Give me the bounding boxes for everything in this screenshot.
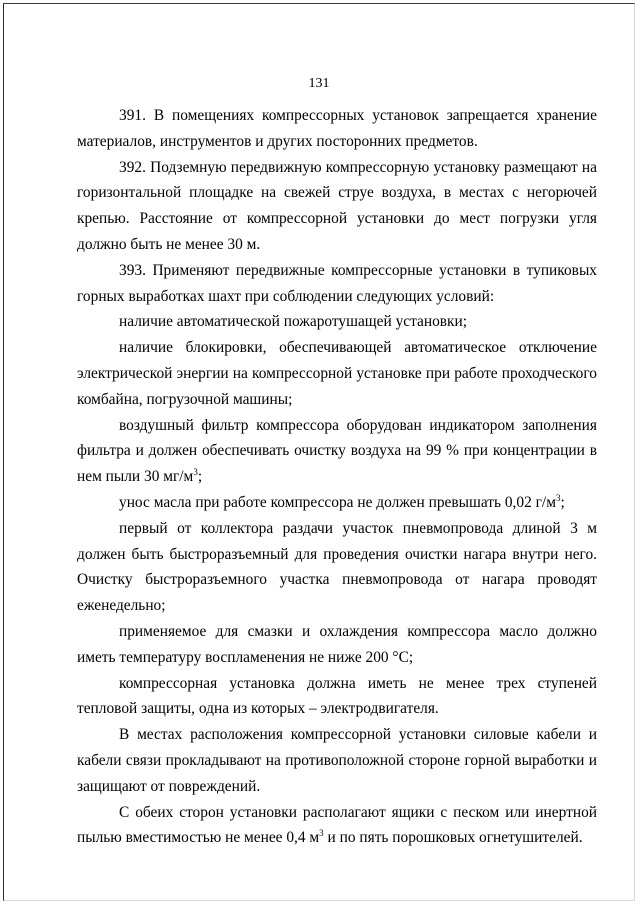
paragraph-sand-boxes — [77, 800, 597, 852]
condition-air-filter — [77, 413, 597, 490]
condition-thermal-protection: компрессорная установка должна иметь не менее трех ступеней тепловой защиты, одна из которых – электродвигателя. — [77, 674, 597, 718]
paragraph-cables: В местах расположения компрессорной установки силовые кабели и кабели связи прокладывают на противоположной стороне горной выработки и защищают от повреждений. — [77, 726, 597, 795]
condition-pipeline-section: первый от коллектора раздачи участок пневмопровода длиной 3 м должен быть быстроразъемный для проведения очистки нагара внутри него. Очистку быстроразъемного участка пневмопровода от нагара проводят еженедельно; — [77, 519, 597, 615]
page-number: 131 — [308, 76, 330, 91]
condition-oil-carryover — [77, 490, 597, 516]
superscript: 3 — [555, 492, 561, 503]
paragraph-392: 392. Подземную передвижную компрессорную установку размещают на горизонтальной площадке на свежей струе воздуха, в местах с негорючей крепью. Расстояние от компрессорной установки до мест погрузки угля должно быть не менее 30 м. — [77, 158, 597, 253]
condition-oil-flash-point: применяемое для смазки и охлаждения компрессора масло должно иметь температуру воспламенения не ниже 200 °С; — [77, 622, 597, 666]
paragraph-text: унос масла при работе компрессора не должен превышать 0,02 г/м — [119, 493, 556, 511]
paragraph-text: С обеих сторон установки располагают ящики с песком или инертной пылью вместимостью не менее 0,4 м — [77, 803, 597, 847]
paragraph-391: 391. В помещениях компрессорных установок запрещается хранение материалов, инструментов и других посторонних предметов. — [77, 107, 597, 150]
condition-blocking: наличие блокировки, обеспечивающей автоматическое отключение электрической энергии на компрессорной установке при работе проходческого комбайна, погрузочной машины; — [77, 339, 597, 408]
paragraph-text-tail: и по пять порошковых огнетушителей. — [323, 829, 583, 847]
superscript: 3 — [193, 467, 198, 478]
superscript: 3 — [319, 828, 324, 839]
document-body — [77, 103, 597, 851]
paragraph-text: воздушный фильтр компрессора оборудован индикатором заполнения фильтра и должен обеспечивать очистку воздуха на 99 % при концентрации в нем пыли 30 мг/м — [77, 416, 597, 486]
paragraph-text-tail: ; — [197, 468, 203, 486]
paragraph-text-tail: ; — [560, 493, 565, 511]
condition-fire-suppression: наличие автоматической пожаротушащей установки; — [119, 313, 468, 331]
paragraph-393: 393. Применяют передвижные компрессорные установки в тупиковых горных выработках шахт при соблюдении следующих условий: — [77, 261, 597, 305]
document-page — [3, 3, 635, 901]
